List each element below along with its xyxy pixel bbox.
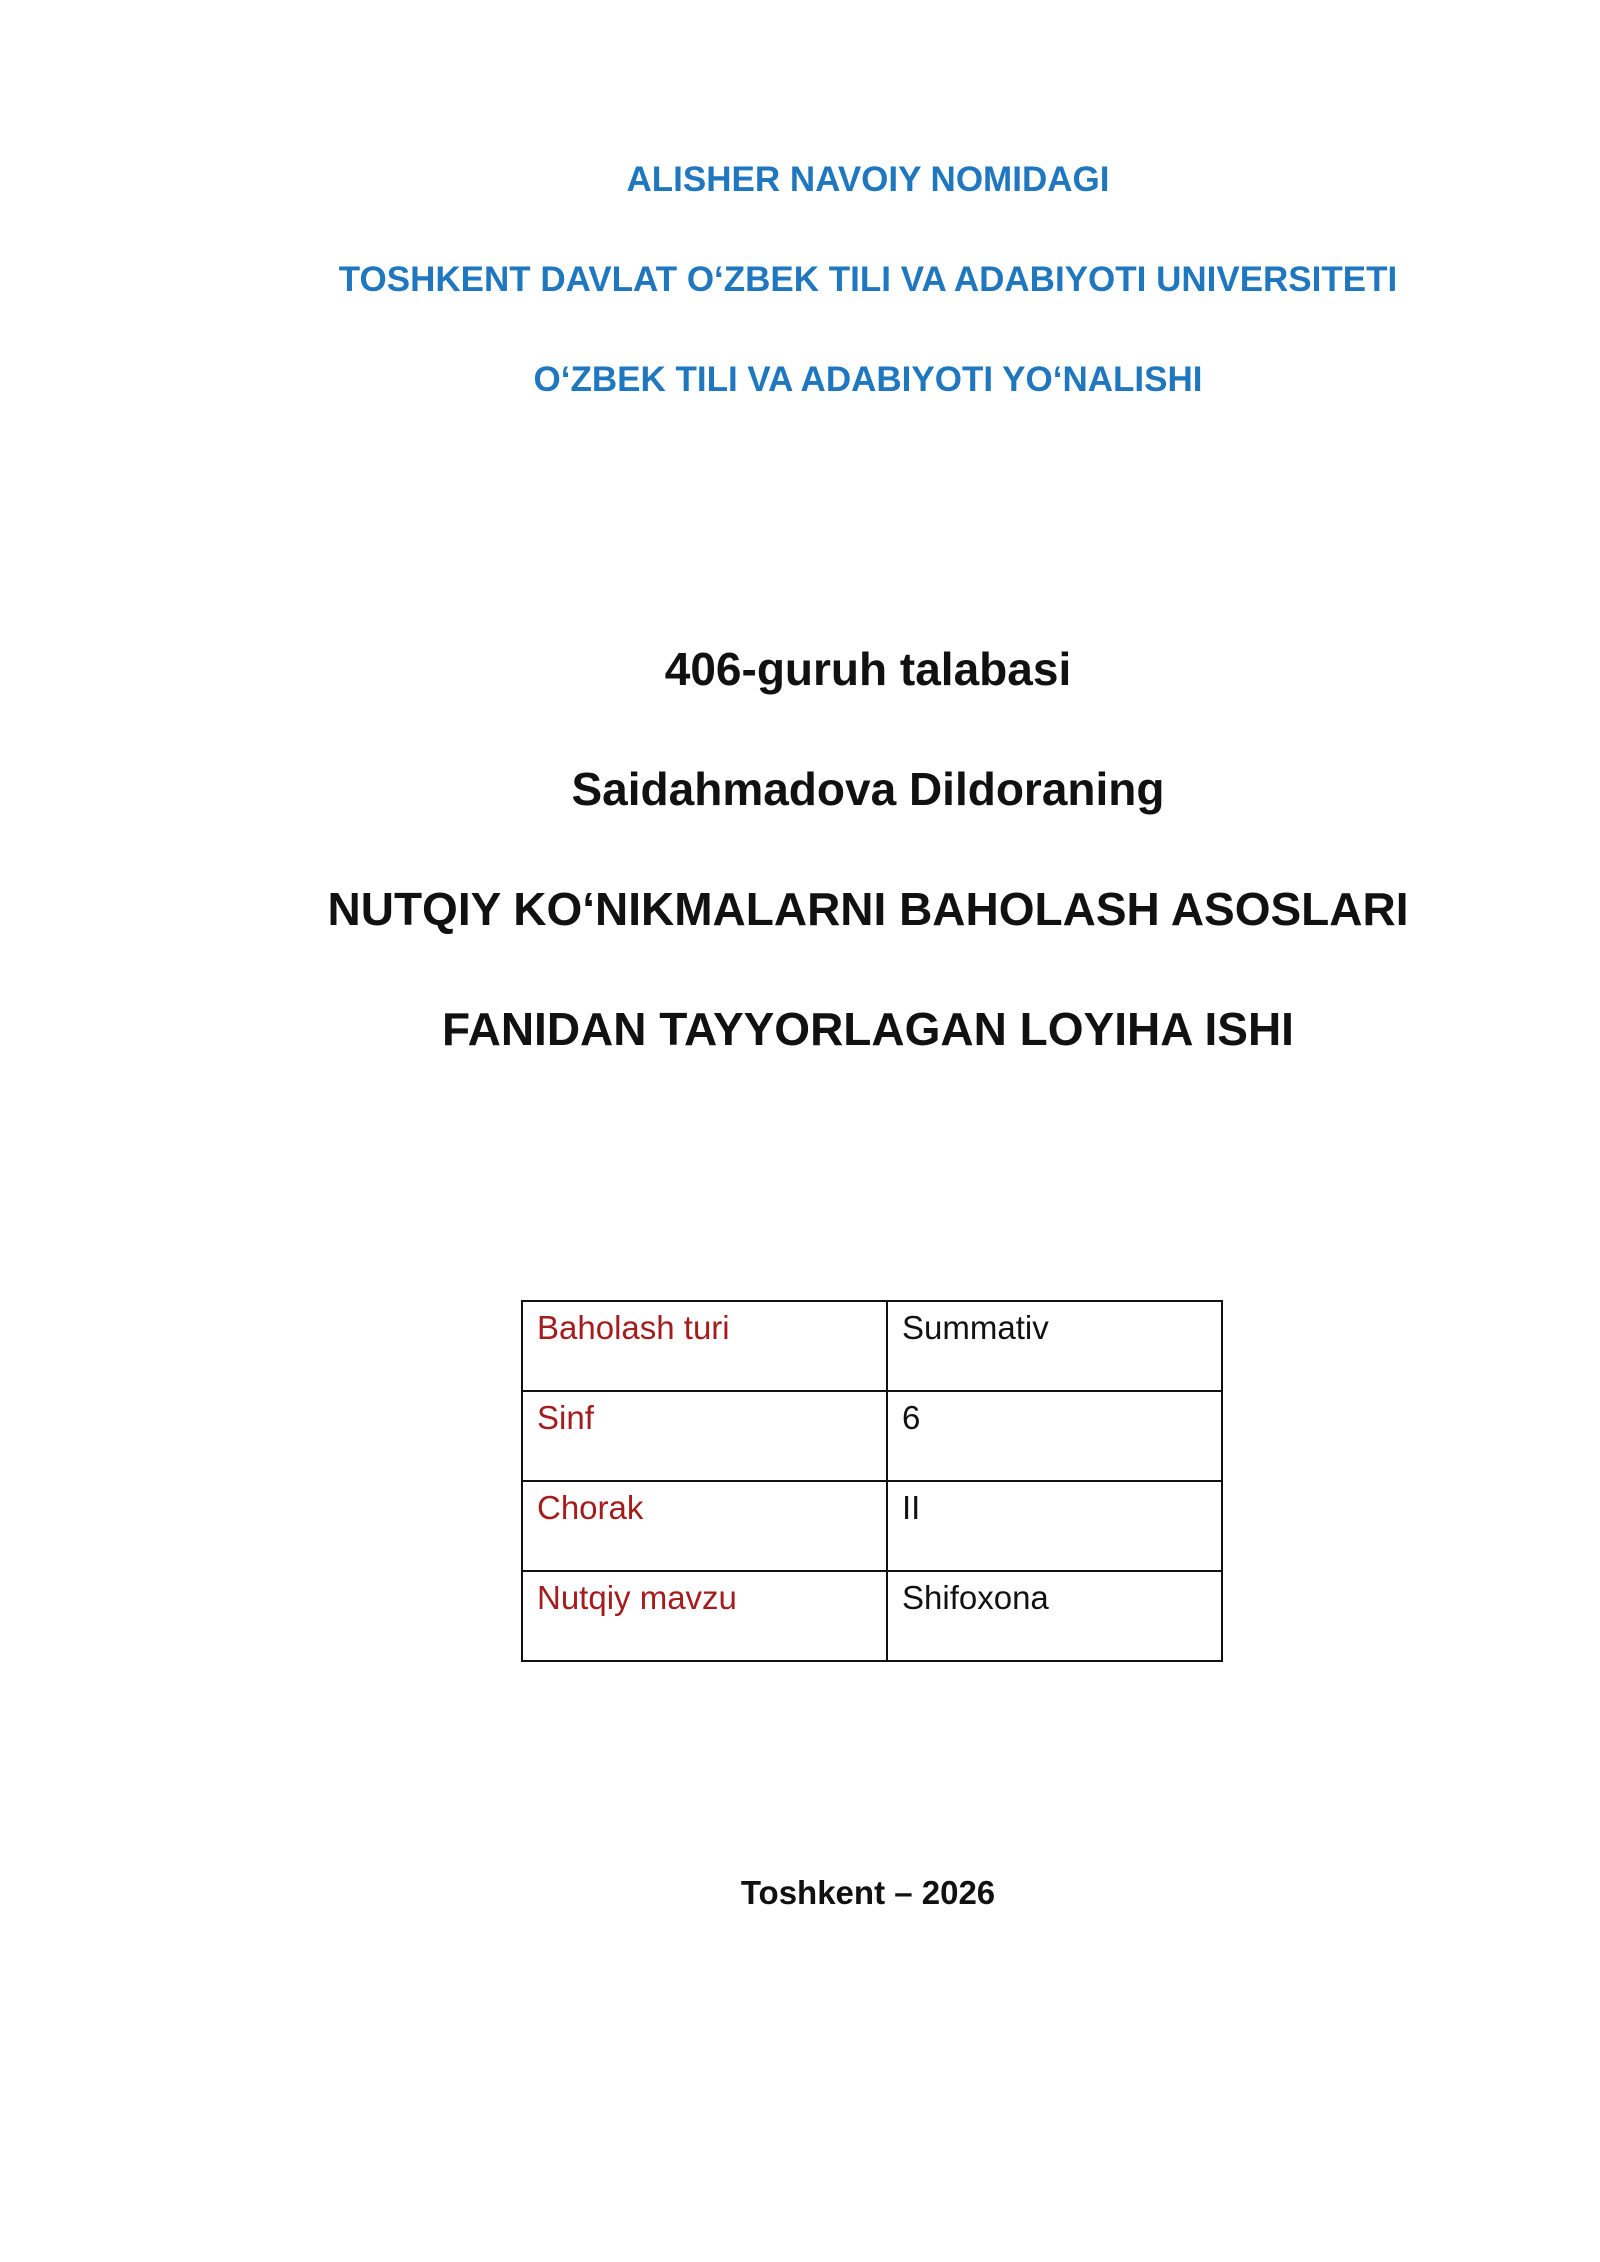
- speech-topic-label: Nutqiy mavzu: [522, 1571, 887, 1661]
- quarter-label: Chorak: [522, 1481, 887, 1571]
- subject-title-line-2: FANIDAN TAYYORLAGAN LOYIHA ISHI: [442, 1003, 1294, 1055]
- table-row: [522, 1481, 1222, 1571]
- place-and-year: Toshkent – 2026: [740, 1874, 996, 1911]
- assessment-type-value: Summativ: [887, 1301, 1222, 1391]
- subject-title-line-1: NUTQIY KO‘NIKMALARNI BAHOLASH ASOSLARI: [327, 883, 1409, 935]
- table-row: [522, 1391, 1222, 1481]
- grade-value: 6: [887, 1391, 1222, 1481]
- table-row: [522, 1571, 1222, 1661]
- table-row: [522, 1301, 1222, 1391]
- grade-label: Sinf: [522, 1391, 887, 1481]
- university-name-line-2: TOSHKENT DAVLAT O‘ZBEK TILI VA ADABIYOTI UNIVERSITETI: [338, 260, 1398, 299]
- assessment-type-label: Baholash turi: [522, 1301, 887, 1391]
- student-group: 406-guruh talabasi: [664, 643, 1072, 695]
- assessment-info-table: [521, 1300, 1223, 1662]
- university-name-line-1: ALISHER NAVOIY NOMIDAGI: [626, 160, 1110, 199]
- student-name: Saidahmadova Dildoraning: [571, 763, 1165, 815]
- department-line: O‘ZBEK TILI VA ADABIYOTI YO‘NALISHI: [533, 360, 1203, 399]
- quarter-value: II: [887, 1481, 1222, 1571]
- speech-topic-value: Shifoxona: [887, 1571, 1222, 1661]
